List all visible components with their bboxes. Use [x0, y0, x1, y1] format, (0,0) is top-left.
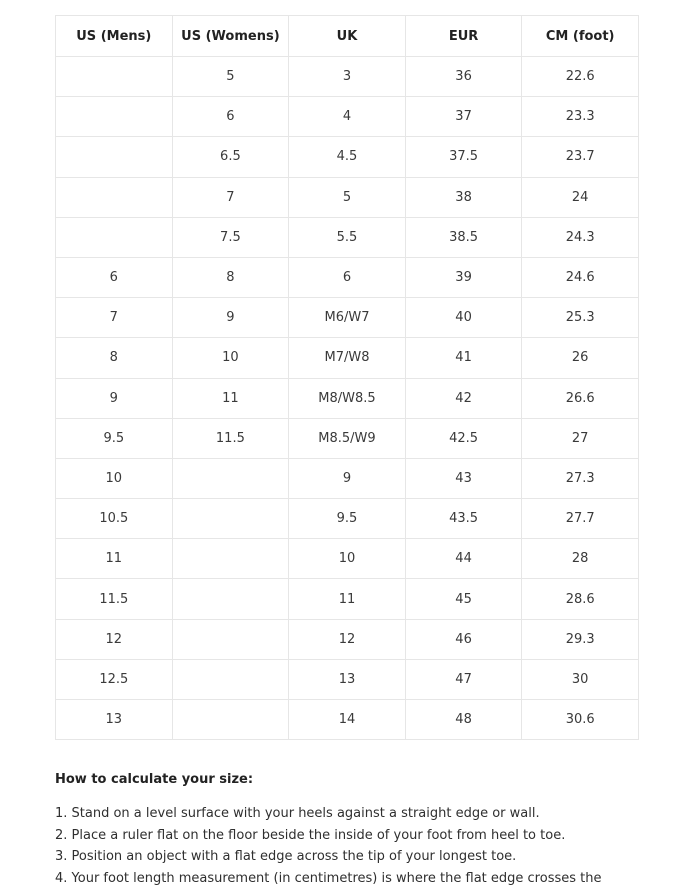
- guide-title: How to calculate your size:: [55, 772, 254, 787]
- cell-us-womens: 10: [172, 338, 289, 378]
- table-row: [56, 177, 639, 217]
- cell-uk: 14: [289, 700, 406, 740]
- cell-eur: 42: [405, 378, 522, 418]
- size-chart-table: [55, 15, 639, 740]
- cell-us-mens: [56, 217, 173, 257]
- cell-us-mens: [56, 57, 173, 97]
- table-row: [56, 579, 639, 619]
- cell-us-mens: [56, 97, 173, 137]
- cell-cm-foot: 24.3: [522, 217, 639, 257]
- cell-cm-foot: 28.6: [522, 579, 639, 619]
- cell-us-womens: 9: [172, 298, 289, 338]
- cell-us-mens: 9.5: [56, 418, 173, 458]
- cell-uk: 10: [289, 539, 406, 579]
- cell-cm-foot: 27.7: [522, 499, 639, 539]
- guide-step: 2. Place a ruler flat on the floor beside the inside of your foot from heel to toe.: [55, 827, 566, 843]
- cell-uk: M7/W8: [289, 338, 406, 378]
- cell-us-mens: 8: [56, 338, 173, 378]
- cell-us-womens: [172, 579, 289, 619]
- cell-eur: 41: [405, 338, 522, 378]
- cell-cm-foot: 23.7: [522, 137, 639, 177]
- cell-us-womens: 7.5: [172, 217, 289, 257]
- size-guide: [55, 772, 655, 889]
- table-row: [56, 499, 639, 539]
- cell-uk: 4: [289, 97, 406, 137]
- cell-uk: 6: [289, 257, 406, 297]
- cell-cm-foot: 28: [522, 539, 639, 579]
- cell-cm-foot: 30.6: [522, 700, 639, 740]
- cell-us-womens: 6: [172, 97, 289, 137]
- cell-cm-foot: 24: [522, 177, 639, 217]
- cell-us-womens: 11: [172, 378, 289, 418]
- cell-cm-foot: 23.3: [522, 97, 639, 137]
- cell-us-mens: 12: [56, 619, 173, 659]
- cell-us-mens: 11: [56, 539, 173, 579]
- table-row: [56, 97, 639, 137]
- cell-cm-foot: 22.6: [522, 57, 639, 97]
- cell-cm-foot: 26: [522, 338, 639, 378]
- header-eur: EUR: [405, 16, 522, 57]
- cell-cm-foot: 24.6: [522, 257, 639, 297]
- cell-us-womens: 11.5: [172, 418, 289, 458]
- size-chart-body: [56, 57, 639, 740]
- cell-us-mens: 12.5: [56, 659, 173, 699]
- table-row: [56, 57, 639, 97]
- table-row: [56, 619, 639, 659]
- table-row: [56, 338, 639, 378]
- header-us-womens: US (Womens): [172, 16, 289, 57]
- cell-uk: 12: [289, 619, 406, 659]
- cell-eur: 37: [405, 97, 522, 137]
- cell-eur: 44: [405, 539, 522, 579]
- cell-us-mens: 6: [56, 257, 173, 297]
- cell-us-womens: 8: [172, 257, 289, 297]
- cell-us-womens: [172, 458, 289, 498]
- cell-us-womens: [172, 539, 289, 579]
- cell-cm-foot: 29.3: [522, 619, 639, 659]
- cell-us-womens: [172, 499, 289, 539]
- cell-uk: 5: [289, 177, 406, 217]
- table-row: [56, 217, 639, 257]
- header-uk: UK: [289, 16, 406, 57]
- cell-us-womens: [172, 659, 289, 699]
- cell-eur: 38.5: [405, 217, 522, 257]
- cell-uk: 5.5: [289, 217, 406, 257]
- header-row: [56, 16, 639, 57]
- cell-eur: 47: [405, 659, 522, 699]
- cell-eur: 40: [405, 298, 522, 338]
- cell-eur: 43.5: [405, 499, 522, 539]
- cell-uk: 3: [289, 57, 406, 97]
- table-row: [56, 458, 639, 498]
- cell-eur: 39: [405, 257, 522, 297]
- cell-eur: 38: [405, 177, 522, 217]
- cell-eur: 45: [405, 579, 522, 619]
- cell-cm-foot: 26.6: [522, 378, 639, 418]
- table-row: [56, 700, 639, 740]
- header-cm-foot: CM (foot): [522, 16, 639, 57]
- cell-us-mens: 9: [56, 378, 173, 418]
- cell-us-womens: 6.5: [172, 137, 289, 177]
- cell-eur: 46: [405, 619, 522, 659]
- cell-cm-foot: 27: [522, 418, 639, 458]
- cell-cm-foot: 27.3: [522, 458, 639, 498]
- table-row: [56, 137, 639, 177]
- cell-eur: 42.5: [405, 418, 522, 458]
- guide-step: 4. Your foot length measurement (in centimetres) is where the flat edge crosses the: [55, 870, 602, 886]
- cell-eur: 37.5: [405, 137, 522, 177]
- table-row: [56, 659, 639, 699]
- guide-step: 3. Position an object with a flat edge across the tip of your longest toe.: [55, 849, 517, 864]
- cell-us-mens: [56, 137, 173, 177]
- cell-us-mens: 11.5: [56, 579, 173, 619]
- cell-us-womens: [172, 619, 289, 659]
- cell-eur: 48: [405, 700, 522, 740]
- cell-us-mens: 10: [56, 458, 173, 498]
- cell-uk: M6/W7: [289, 298, 406, 338]
- cell-us-mens: [56, 177, 173, 217]
- table-row: [56, 298, 639, 338]
- cell-uk: 11: [289, 579, 406, 619]
- table-row: [56, 418, 639, 458]
- cell-uk: 9.5: [289, 499, 406, 539]
- size-chart-header: [56, 16, 639, 57]
- cell-uk: M8.5/W9: [289, 418, 406, 458]
- cell-us-womens: 7: [172, 177, 289, 217]
- cell-uk: 9: [289, 458, 406, 498]
- guide-steps: [55, 803, 655, 889]
- cell-eur: 36: [405, 57, 522, 97]
- cell-us-mens: 10.5: [56, 499, 173, 539]
- cell-eur: 43: [405, 458, 522, 498]
- cell-us-mens: 13: [56, 700, 173, 740]
- cell-uk: 4.5: [289, 137, 406, 177]
- header-us-mens: US (Mens): [56, 16, 173, 57]
- table-row: [56, 539, 639, 579]
- table-row: [56, 257, 639, 297]
- cell-uk: M8/W8.5: [289, 378, 406, 418]
- cell-uk: 13: [289, 659, 406, 699]
- cell-cm-foot: 25.3: [522, 298, 639, 338]
- cell-us-mens: 7: [56, 298, 173, 338]
- cell-us-womens: 5: [172, 57, 289, 97]
- cell-cm-foot: 30: [522, 659, 639, 699]
- table-row: [56, 378, 639, 418]
- cell-us-womens: [172, 700, 289, 740]
- guide-step: 1. Stand on a level surface with your heels against a straight edge or wall.: [55, 806, 540, 821]
